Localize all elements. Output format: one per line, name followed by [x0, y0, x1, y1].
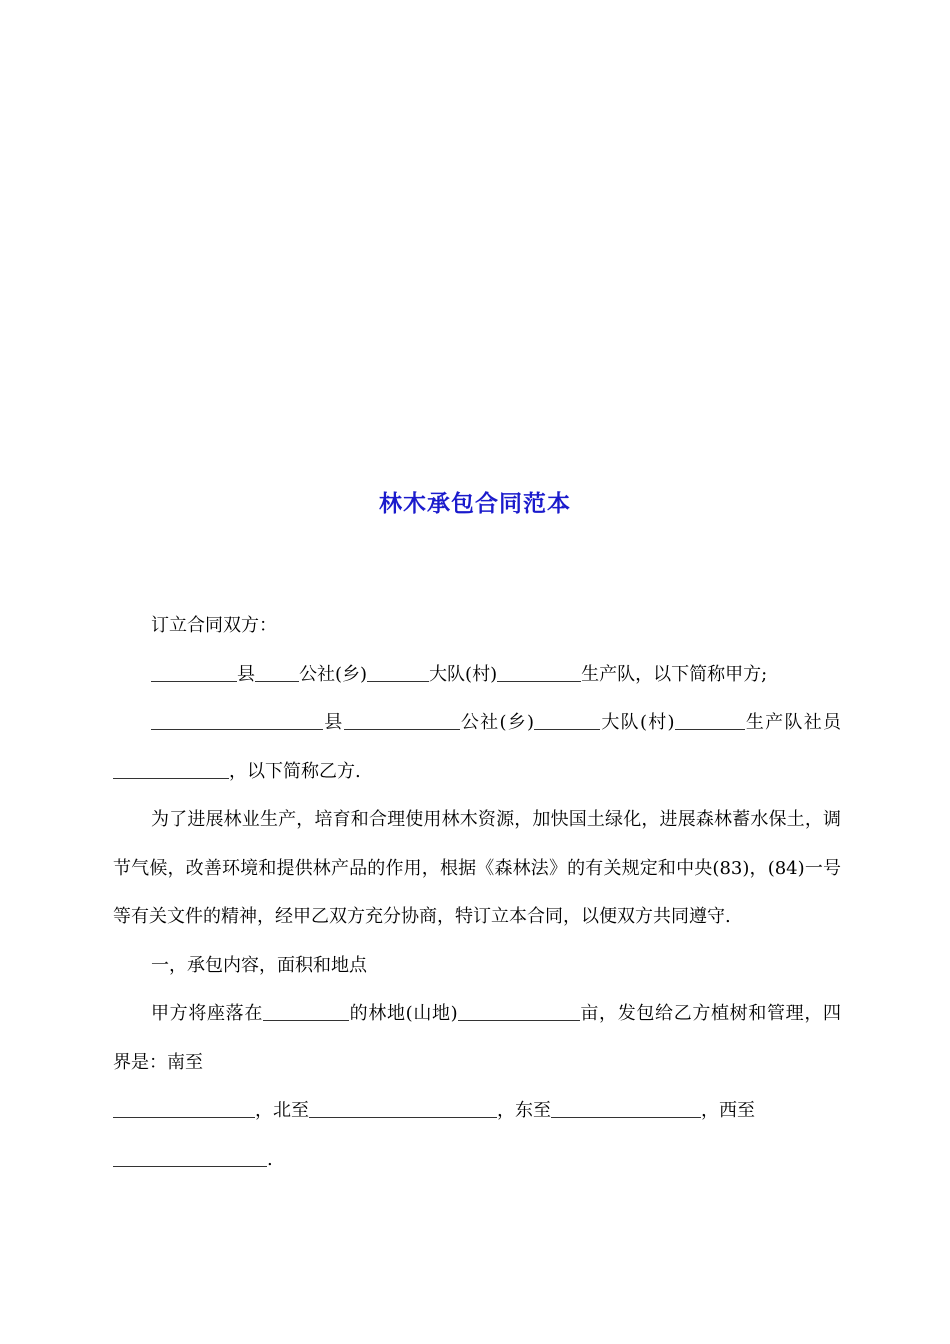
party-b-text-5: ，以下简称乙方.: [229, 760, 361, 782]
paragraph-purpose: [113, 796, 841, 942]
paragraph-parties-intro: [113, 602, 841, 651]
blank-team-a: [497, 661, 581, 682]
paragraph-boundaries: [113, 1087, 841, 1136]
paragraph-party-b: [113, 699, 841, 796]
document-title: 林木承包合同范本: [379, 491, 571, 517]
blank-brigade-a: [367, 661, 429, 682]
location-text-1: 甲方将座落在: [151, 1003, 263, 1024]
blank-location: [263, 1000, 349, 1021]
paragraph-party-a: [113, 651, 841, 700]
blank-county-a: [151, 661, 237, 682]
blank-north: [309, 1097, 497, 1118]
location-text-3: 亩，发包给乙方植树和管理，四界是：南至: [113, 1003, 842, 1073]
section-heading-1: [113, 942, 841, 991]
document-body: [113, 602, 841, 1184]
blank-east: [551, 1097, 701, 1118]
boundary-text-east: ，东至: [497, 1100, 551, 1121]
party-b-text-2: 公社(乡): [459, 712, 535, 733]
boundary-end-period: .: [267, 1148, 273, 1170]
blank-commune-a: [255, 661, 299, 682]
paragraph-location: [113, 990, 841, 1087]
blank-commune-b: [344, 709, 460, 730]
blank-member-b: [113, 758, 229, 779]
blank-county-b: [151, 709, 323, 730]
party-a-text-4: 生产队，以下简称甲方;: [581, 663, 768, 685]
section-1-title: 一，承包内容，面积和地点: [151, 954, 367, 976]
location-text-2: 的林地(山地): [349, 1003, 458, 1024]
blank-west: [113, 1146, 267, 1167]
party-a-text-3: 大队(村): [429, 663, 498, 685]
purpose-text: 为了进展林业生产，培育和合理使用林木资源，加快国土绿化，进展森林蓄水保土，调节气候，改善环境和提供林产品的作用，根据《森林法》的有关规定和中央(83)，(84)一号等有关文件的精神，经甲乙双方充分协商，特订立本合同，以便双方共同遵守.: [113, 809, 841, 927]
boundary-text-north: ，北至: [255, 1100, 309, 1121]
boundary-text-west: ，西至: [701, 1100, 755, 1121]
party-b-text-1: 县: [323, 712, 344, 733]
blank-brigade-b: [534, 709, 600, 730]
party-b-text-3: 大队(村): [600, 712, 675, 733]
parties-intro-text: 订立合同双方：: [151, 615, 277, 636]
party-b-text-4: 生产队社员: [744, 712, 842, 733]
blank-area: [458, 1000, 580, 1021]
party-a-text-1: 县: [237, 663, 255, 685]
blank-team-b: [675, 709, 745, 730]
party-a-text-2: 公社(乡): [299, 663, 368, 685]
blank-south: [113, 1097, 255, 1118]
paragraph-boundary-west: [113, 1136, 841, 1185]
